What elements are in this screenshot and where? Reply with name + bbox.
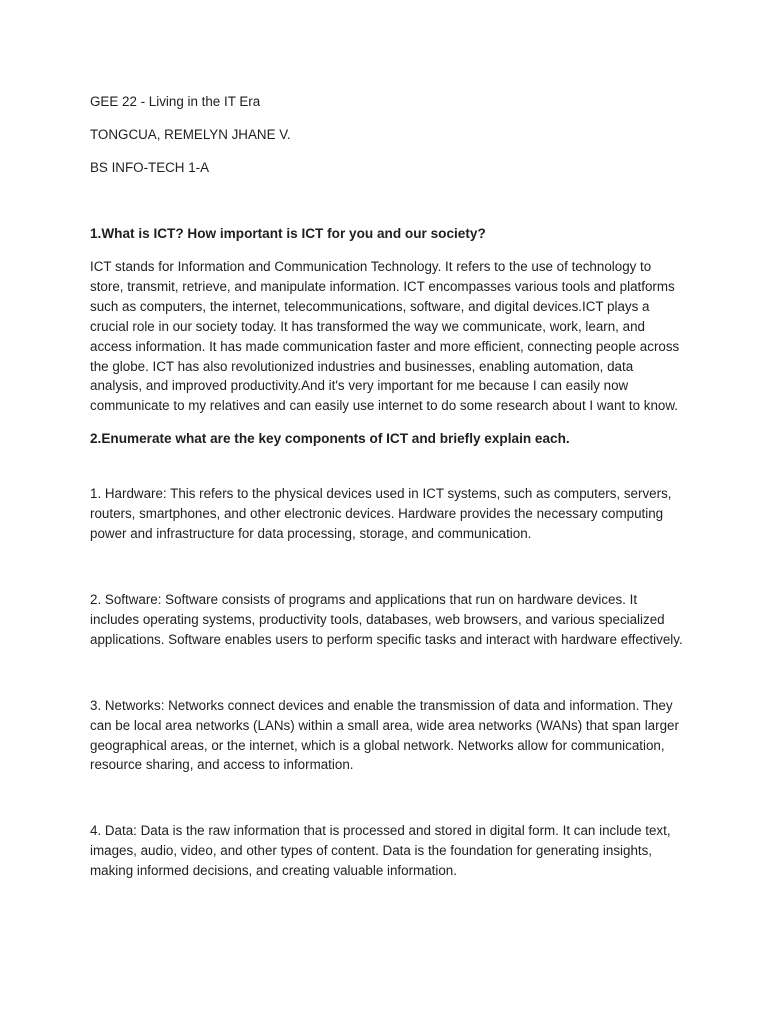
answer-1: ICT stands for Information and Communication Technology. It refers to the use of technology to store, transmit, retrieve, and manipulate information. ICT encompasses various tools and platforms such as computers, the internet, telecommunications, software, and digital devices.ICT plays a crucial role in our society today. It has transformed the way we communicate, work, learn, and access information. It has made communication faster and more efficient, connecting people across the globe. ICT has also revolutionized industries and businesses, enabling automation, data analysis, and improved productivity.And it's very important for me because I can easily now communicate to my relatives and can easily use internet to do some research about I want to know. [90,259,680,414]
component-software: 2. Software: Software consists of programs and applications that run on hardware devices. It includes operating systems, productivity tools, databases, web browsers, and various specialized applications. Software enables users to perform specific tasks and interact with hardware effectively. [90,591,683,647]
component-networks: 3. Networks: Networks connect devices and enable the transmission of data and information. They can be local area networks (LANs) within a small area, wide area networks (WANs) that span larger geographical areas, or the internet, which is a global network. Networks allow for communication, resource sharing, and access to information. [90,697,679,773]
component-data: 4. Data: Data is the raw information that is processed and stored in digital form. It can include text, images, audio, video, and other types of content. Data is the foundation for generating insights, making informed decisions, and creating valuable information. [90,823,671,879]
component-hardware: 1. Hardware: This refers to the physical devices used in ICT systems, such as computers, servers, routers, smartphones, and other electronic devices. Hardware provides the necessary computing power and infrastructure for data processing, storage, and communication. [90,486,672,542]
section-label: BS INFO-TECH 1-A [90,160,210,175]
question-2: 2.Enumerate what are the key components of ICT and briefly explain each. [90,431,570,447]
course-title: GEE 22 - Living in the IT Era [90,94,261,109]
question-1: 1.What is ICT? How important is ICT for you and our society? [90,226,486,241]
student-name: TONGCUA, REMELYN JHANE V. [90,127,291,142]
